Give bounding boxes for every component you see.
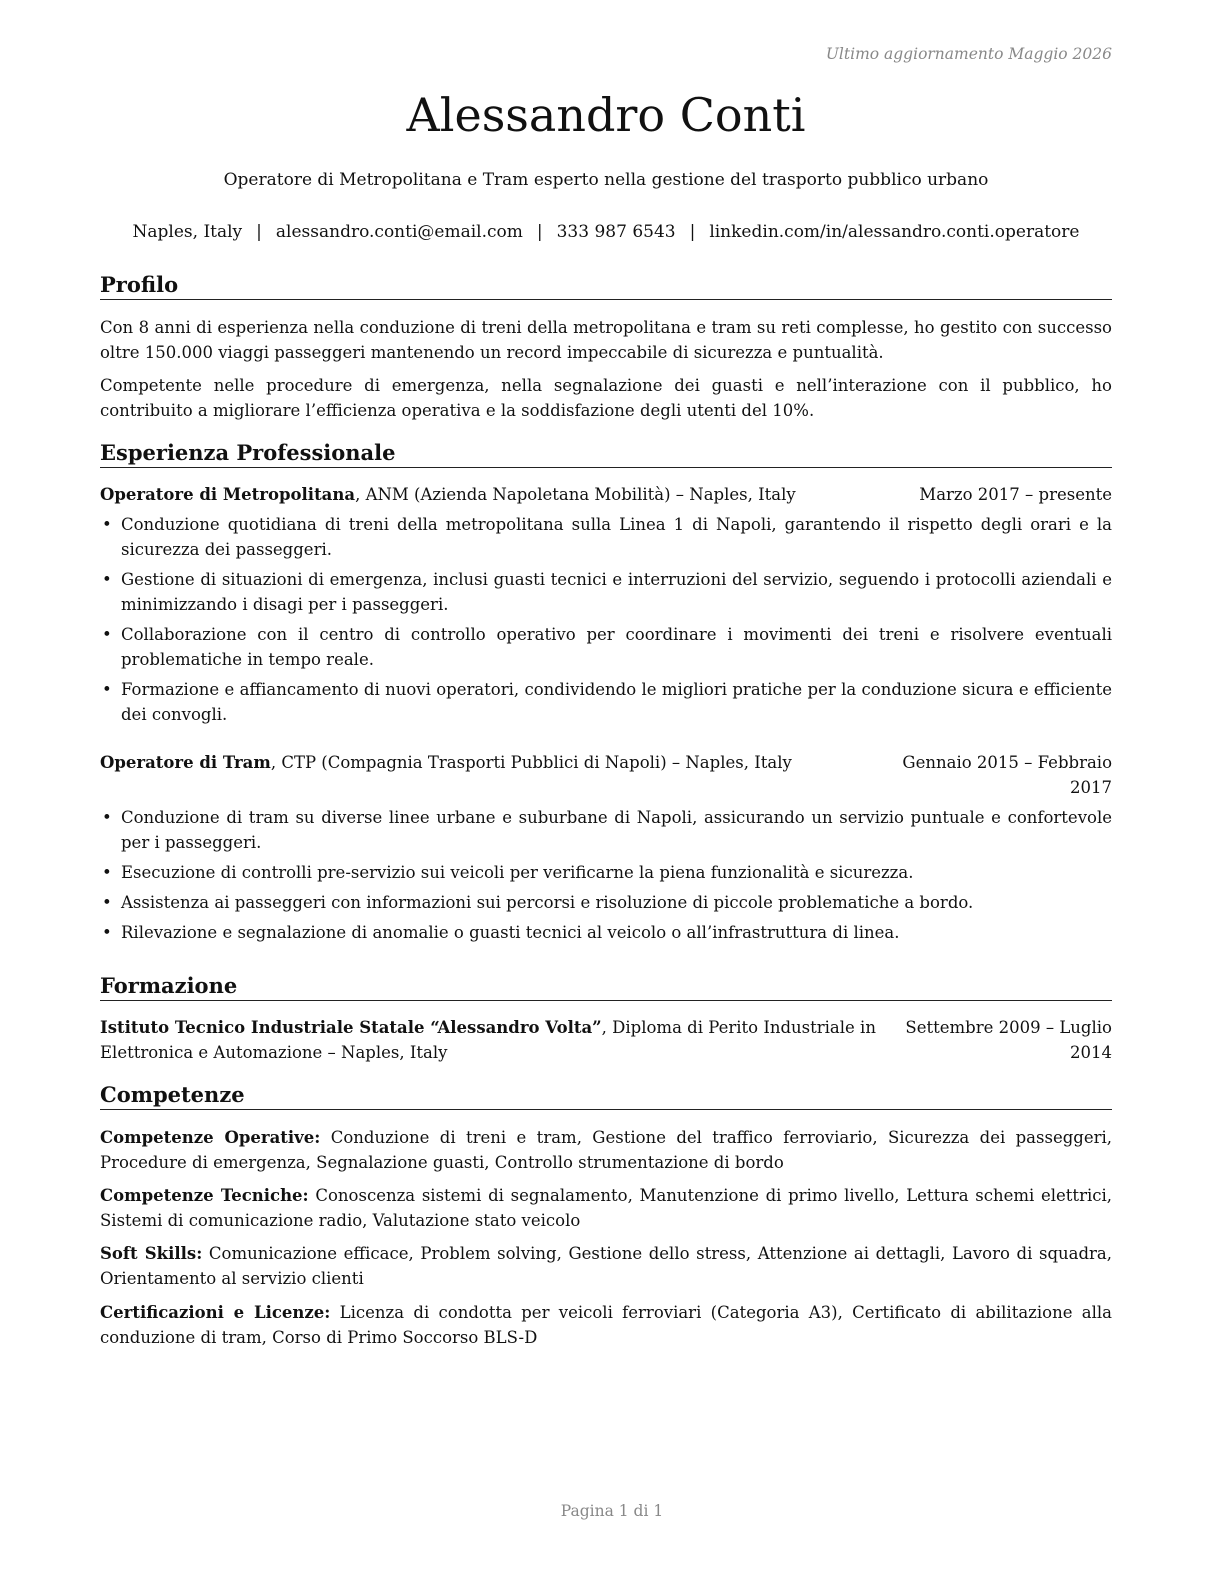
separator: |	[536, 222, 543, 242]
job-bullets	[100, 512, 1112, 732]
job-company: , CTP (Compagnia Trasporti Pubblici di Napoli) – Naples, Italy	[270, 753, 792, 772]
skill-group	[100, 1125, 1112, 1175]
list-item: • Rilevazione e segnalazione di anomalie o guasti tecnici al veicolo o all’infrastruttura di linea.	[100, 920, 1112, 945]
email-link[interactable]: alessandro.conti@email.com	[275, 222, 523, 242]
skill-group-label: Certificazioni e Licenze:	[100, 1303, 331, 1322]
skill-group-text: Licenza di condotta per veicoli ferroviari (Categoria A3), Certificato di abilitazione alla conduzione di tram, Corso di Primo Soccorso BLS-D	[100, 1303, 1113, 1347]
skill-group-label: Soft Skills:	[100, 1244, 203, 1263]
job-bullets	[100, 805, 1112, 950]
contact-line	[100, 220, 1112, 244]
job-dates-start: Gennaio 2015 – Febbraio	[902, 753, 1112, 772]
education-dates-start: Settembre 2009 – Luglio	[905, 1018, 1112, 1037]
section-title-education: Formazione	[100, 972, 1112, 1001]
skill-group-text: Conduzione di treni e tram, Gestione del traffico ferroviario, Sicurezza dei passeggeri, Procedure di emergenza, Segnalazione guasti, Controllo strumentazione di bordo	[100, 1128, 1113, 1172]
profile-paragraph: Con 8 anni di esperienza nella conduzione di treni della metropolitana e tram su reti complesse, ho gestito con successo oltre 150.000 viaggi passeggeri mantenendo un record impeccabile di sicurezza e puntualità.	[100, 318, 1112, 362]
skill-group	[100, 1300, 1112, 1350]
job-dates-end: 2017	[1070, 778, 1112, 797]
job-header	[100, 482, 1112, 507]
list-item: • Gestione di situazioni di emergenza, inclusi guasti tecnici e interruzioni del servizio, seguendo i protocolli aziendali e minimizzando i disagi per i passeggeri.	[100, 567, 1112, 617]
section-title-profile: Profilo	[100, 271, 1112, 300]
list-item: • Esecuzione di controlli pre-servizio sui veicoli per verificarne la piena funzionalità e sicurezza.	[100, 860, 1112, 885]
school-name: Istituto Tecnico Industriale Statale “Alessandro Volta”	[100, 1018, 602, 1037]
job-company: , ANM (Azienda Napoletana Mobilità) – Naples, Italy	[355, 485, 796, 504]
education-entry	[100, 1015, 1112, 1065]
skill-group-text: Conoscenza sistemi di segnalamento, Manutenzione di primo livello, Lettura schemi elettrici, Sistemi di comunicazione radio, Valutazione stato veicolo	[100, 1186, 1112, 1230]
candidate-name: Alessandro Conti	[406, 88, 806, 142]
job-header	[100, 750, 1112, 797]
job-role: Operatore di Metropolitana	[100, 485, 356, 504]
skill-group	[100, 1241, 1112, 1291]
education-dates	[905, 1015, 1112, 1065]
list-item: • Collaborazione con il centro di controllo operativo per coordinare i movimenti dei treni e risolvere eventuali problematiche in tempo reale.	[100, 622, 1112, 672]
job-dates: Marzo 2017 – presente	[919, 485, 1112, 504]
skill-group-text: Comunicazione efficace, Problem solving, Gestione dello stress, Attenzione ai dettagli, Lavoro di squadra, Orientamento al servizio clienti	[100, 1244, 1112, 1288]
skill-group-label: Competenze Tecniche:	[100, 1186, 309, 1205]
profile-paragraph: Competente nelle procedure di emergenza, nella segnalazione dei guasti e nell’interazione con il pubblico, ho contribuito a migliorare l’efficienza operativa e la soddisfazione degli utenti del 10%.	[100, 376, 1112, 420]
list-item: • Conduzione di tram su diverse linee urbane e suburbane di Napoli, assicurando un servizio puntuale e confortevole per i passeggeri.	[100, 805, 1112, 855]
job-role: Operatore di Tram	[100, 753, 271, 772]
separator: |	[256, 222, 262, 242]
headline: Operatore di Metropolitana e Tram esperto nella gestione del trasporto pubblico urbano	[223, 170, 989, 190]
linkedin-link[interactable]: linkedin.com/in/alessandro.conti.operatore	[709, 222, 1080, 242]
skill-group-label: Competenze Operative:	[100, 1128, 321, 1147]
skill-group	[100, 1183, 1112, 1233]
separator: |	[689, 222, 696, 242]
location-text: Naples, Italy	[132, 222, 243, 242]
section-title-skills: Competenze	[100, 1081, 1112, 1110]
list-item: • Formazione e affiancamento di nuovi operatori, condividendo le migliori pratiche per la conduzione sicura e efficiente dei convogli.	[100, 677, 1112, 727]
education-dates-end: 2014	[1070, 1043, 1112, 1062]
degree-field: Elettronica e Automazione – Naples, Italy	[100, 1043, 448, 1062]
list-item: • Assistenza ai passeggeri con informazioni sui percorsi e risoluzione di piccole problematiche a bordo.	[100, 890, 1112, 915]
phone-text: 333 987 6543	[556, 222, 676, 242]
last-updated-note: Ultimo aggiornamento Maggio 2026	[825, 45, 1112, 63]
list-item: • Conduzione quotidiana di treni della metropolitana sulla Linea 1 di Napoli, garantendo il rispetto degli orari e la sicurezza dei passeggeri.	[100, 512, 1112, 562]
section-title-experience: Esperienza Professionale	[100, 439, 1112, 468]
job-dates	[902, 750, 1112, 800]
degree-text: , Diploma di Perito Industriale in	[601, 1018, 876, 1037]
page-number: Pagina 1 di 1	[560, 1502, 664, 1520]
